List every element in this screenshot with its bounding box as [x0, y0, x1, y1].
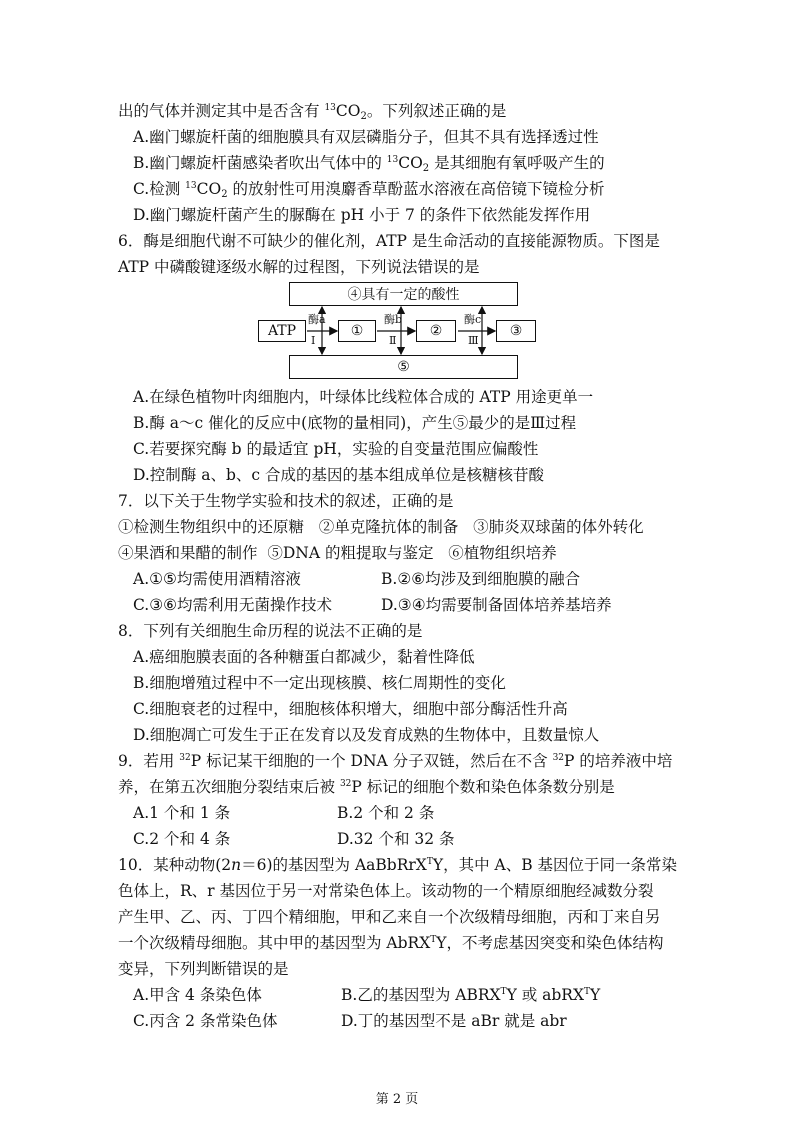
q8-option-c: C.细胞衰老的过程中，细胞核体积增大，细胞中部分酶活性升高 — [133, 700, 568, 718]
q9-option-a: A.1 个和 1 条 — [133, 804, 231, 822]
label-enzyme-b: 酶b — [384, 313, 403, 326]
diagram-top-box: ④具有一定的酸性 — [289, 282, 518, 306]
q8-option-b: B.细胞增殖过程中不一定出现核膜、核仁周期性的变化 — [133, 674, 506, 692]
q10-stem-line5: 变异，下列判断错误的是 — [118, 960, 289, 978]
q10-option-b: B.乙的基因型为 $ABRX^TY$ 或 abRX$^T$Y — [341, 986, 601, 1004]
q7-option-d: D.③④均需要制备固体培养基培养 — [381, 596, 612, 614]
q5-option-c: C.检测 $^{13}CO_2$ 的放射性可用溴麝香草酚蓝水溶液在高倍镜下镜检分析 — [133, 180, 605, 200]
q5-option-b: B.幽门螺旋杆菌感染者吹出气体中的 $^{13}CO_2$ 是其细胞有氧呼吸产生的 — [133, 154, 605, 174]
q10-stem-line2: 色体上，R、r 基因位于另一对常染色体上。该动物的一个精原细胞经减数分裂 — [118, 882, 654, 900]
q6-option-b: B.酶 a～c 催化的反应中(底物的量相同)，产生⑤最少的是Ⅲ过程 — [133, 414, 577, 432]
q10-option-c: C.丙含 2 条常染色体 — [133, 1012, 278, 1030]
diagram-atp-box: ATP — [258, 320, 306, 342]
q9-option-b: B.2 个和 2 条 — [337, 804, 435, 822]
diagram-node-1: ① — [338, 320, 376, 342]
q10-option-d: D.丁的基因型不是 aBr 就是 abr — [341, 1012, 567, 1030]
q10-stem-line3: 产生甲、乙、丙、丁四个精细胞，甲和乙来自一个次级精母细胞，丙和丁来自另 — [118, 908, 661, 926]
q8-option-d: D.细胞凋亡可发生于正在发育以及发育成熟的生物体中，且数量惊人 — [133, 726, 600, 744]
q7-option-c: C.③⑥均需利用无菌操作技术 — [133, 596, 333, 614]
q7-option-a: A.①⑤均需使用酒精溶液 — [133, 570, 301, 588]
q9-option-d: D.32 个和 32 条 — [337, 830, 455, 848]
q7-stem: 7．以下关于生物学实验和技术的叙述，正确的是 — [118, 492, 454, 510]
q10-stem-line1: 10．某种动物(2n＝6)的基因型为 AaBbRrX$^T$Y，其中 A、B 基因位于同一条常染 — [118, 856, 678, 874]
q6-option-c: C.若要探究酶 b 的最适宜 pH，实验的自变量范围应偏酸性 — [133, 440, 539, 458]
q6-stem-line1: 6．酶是细胞代谢不可缺少的催化剂，ATP 是生命活动的直接能源物质。下图是 — [118, 232, 660, 250]
diagram-node-3: ③ — [496, 320, 536, 342]
label-enzyme-a: 酶a — [308, 313, 326, 326]
q6-option-a: A.在绿色植物叶肉细胞内，叶绿体比线粒体合成的 ATP 用途更单一 — [133, 388, 594, 406]
diagram-arrows — [0, 0, 794, 400]
q8-stem: 8．下列有关细胞生命历程的说法不正确的是 — [118, 622, 423, 640]
q9-stem-line1: 9．若用 $^{32}$P 标记某干细胞的一个 DNA 分子双链，然后在不含 $^{32}$P 的培养液中培 — [118, 752, 673, 770]
label-step-2: Ⅱ — [389, 334, 397, 347]
q5-option-d: D.幽门螺旋杆菌产生的脲酶在 pH 小于 7 的条件下依然能发挥作用 — [133, 206, 591, 224]
label-step-3: Ⅲ — [468, 334, 479, 347]
label-step-1: Ⅰ — [311, 334, 316, 347]
q6-stem-line2: ATP 中磷酸键逐级水解的过程图，下列说法错误的是 — [118, 258, 480, 276]
q10-stem-line4: 一个次级精母细胞。其中甲的基因型为 AbRX$^T$Y，不考虑基因突变和染色体结构 — [118, 934, 664, 952]
q8-option-a: A.癌细胞膜表面的各种糖蛋白都减少，黏着性降低 — [133, 648, 475, 666]
diagram-bottom-box: ⑤ — [289, 355, 518, 379]
q7-items-line2: ④果酒和果醋的制作 ⑤DNA 的粗提取与鉴定 ⑥植物组织培养 — [118, 544, 557, 562]
q9-option-c: C.2 个和 4 条 — [133, 830, 231, 848]
diagram-node-2: ② — [416, 320, 456, 342]
q10-option-a: A.甲含 4 条染色体 — [133, 986, 262, 1004]
page-number: 第 2 页 — [375, 1092, 419, 1107]
q9-stem-line2: 养，在第五次细胞分裂结束后被 $^{32}$P 标记的细胞个数和染色体条数分别是 — [118, 778, 615, 796]
question-5-stem-continuation: 出的气体并测定其中是否含有 $^{13}CO_2$。下列叙述正确的是 — [118, 102, 507, 122]
q6-option-d: D.控制酶 a、b、c 合成的基因的基本组成单位是核糖核苷酸 — [133, 466, 545, 484]
q7-option-b: B.②⑥均涉及到细胞膜的融合 — [381, 570, 581, 588]
q7-items-line1: ①检测生物组织中的还原糖 ②单克隆抗体的制备 ③肺炎双球菌的体外转化 — [118, 518, 644, 536]
q5-option-a: A.幽门螺旋杆菌的细胞膜具有双层磷脂分子，但其不具有选择透过性 — [133, 128, 599, 146]
label-enzyme-c: 酶c — [464, 313, 482, 326]
